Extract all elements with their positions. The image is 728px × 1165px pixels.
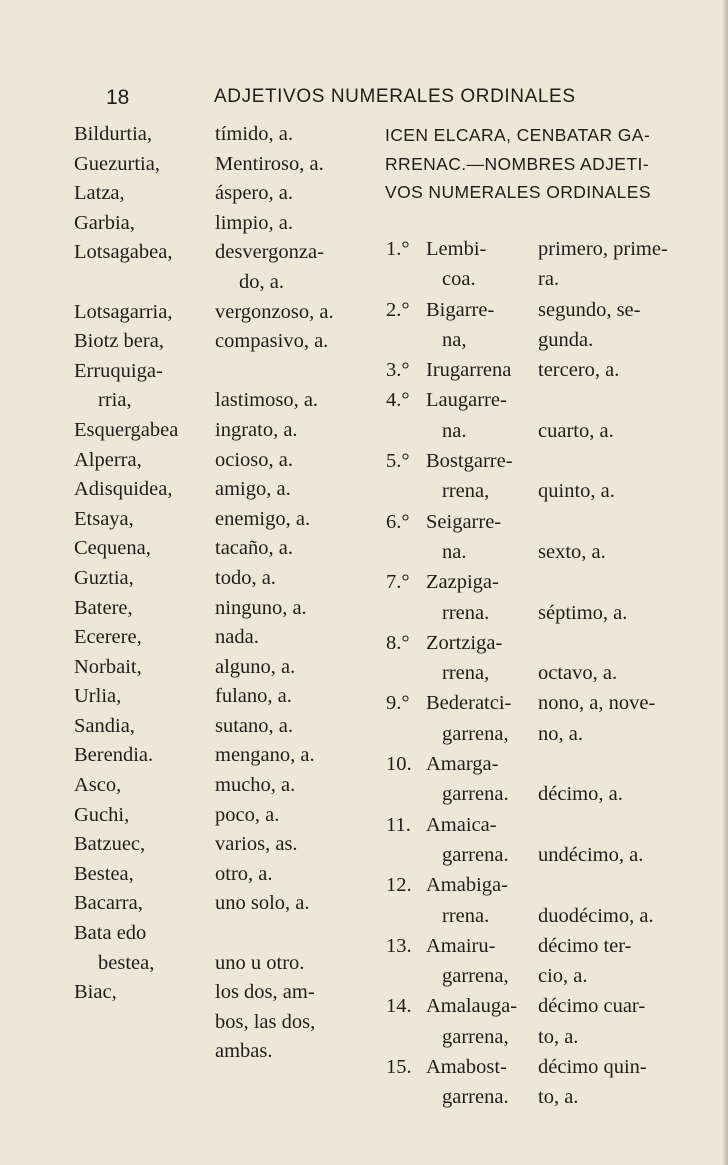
ordinal-basque-line: rrena. (442, 904, 490, 927)
ordinal-basque-line: Laugarre- (426, 389, 507, 412)
basque-word: Esquergabea (74, 418, 179, 441)
basque-word: Etsaya, (74, 507, 134, 530)
ordinal-basque-line: garrena. (442, 843, 509, 866)
ordinal-spanish-line: décimo, a. (538, 783, 623, 806)
basque-word: Lotsagabea, (74, 241, 173, 264)
basque-word: Adisquidea, (74, 478, 173, 501)
ordinal-spanish (538, 1052, 647, 1113)
ordinal-spanish-line: décimo ter- (538, 934, 632, 957)
basque-word: Guezurtia, (74, 152, 160, 175)
ordinal-entry (386, 628, 716, 689)
ordinal-spanish-line (538, 385, 614, 415)
spanish-meaning: varios, as. (215, 833, 298, 856)
heading-line: ICEN ELCARA, CENBATAR GA- (385, 125, 651, 145)
spanish-meaning: ocioso, a. (215, 448, 293, 471)
basque-word: Norbait, (74, 655, 142, 678)
basque-word: Guztia, (74, 566, 134, 589)
spanish-meaning: ingrato, a. (215, 418, 298, 441)
spanish-meaning: do, a. (239, 270, 284, 293)
page-header (0, 86, 728, 116)
spanish-meaning: alguno, a. (215, 655, 296, 678)
basque-word (74, 1008, 224, 1038)
ordinal-basque-line: Amairu- (426, 934, 496, 957)
basque-word: Ecerere, (74, 626, 142, 649)
spanish-meaning: los dos, am- (215, 981, 315, 1004)
basque-word: Batzuec, (74, 833, 146, 856)
basque-word: bestea, (98, 951, 155, 974)
ordinal-basque-line: Amabiga- (426, 874, 508, 897)
ordinal-spanish (538, 628, 617, 689)
ordinal-number: 3.° (386, 359, 410, 382)
spanish-meaning: ninguno, a. (215, 596, 307, 619)
ordinal-basque-line: na. (442, 540, 467, 563)
ordinal-spanish (538, 234, 668, 295)
ordinal-spanish-line: segundo, se- (538, 298, 641, 321)
ordinal-basque-line: garrena. (442, 783, 509, 806)
basque-word: Batere, (74, 596, 133, 619)
ordinal-spanish-line (538, 749, 623, 779)
page-number: 18 (106, 86, 130, 109)
ordinal-spanish-line (538, 567, 627, 597)
spanish-meaning: poco, a. (215, 803, 280, 826)
ordinal-spanish-line: primero, prime- (538, 238, 668, 260)
ordinal-number: 1.° (386, 238, 410, 260)
basque-word: Berendia. (74, 744, 154, 767)
spanish-meaning: mucho, a. (215, 774, 296, 797)
spanish-meaning (215, 919, 385, 949)
ordinal-spanish-line: cio, a. (538, 965, 588, 988)
ordinal-number: 7.° (386, 571, 410, 594)
ordinal-spanish-line: octavo, a. (538, 662, 618, 685)
ordinal-spanish (538, 567, 627, 628)
ordinal-spanish-line: sexto, a. (538, 540, 606, 563)
heading-line: VOS NUMERALES ORDINALES (385, 182, 651, 202)
ordinal-entry (386, 234, 716, 295)
ordinal-number: 11. (386, 813, 411, 836)
ordinal-basque-line: Amaica- (426, 813, 497, 836)
left-column-basque (74, 120, 224, 1067)
ordinal-number: 14. (386, 995, 412, 1018)
ordinal-spanish-line (538, 870, 654, 900)
ordinal-basque-line: Irugarrena (426, 359, 512, 382)
basque-word: Sandia, (74, 714, 135, 737)
basque-word: Garbia, (74, 211, 135, 234)
spanish-meaning: mengano, a. (215, 744, 315, 767)
ordinal-spanish-line: séptimo, a. (538, 601, 628, 624)
ordinal-spanish (538, 931, 632, 992)
ordinal-basque-line: Bostgarre- (426, 450, 513, 473)
spanish-meaning: otro, a. (215, 862, 273, 885)
ordinal-number: 10. (386, 753, 412, 776)
ordinal-basque-line: coa. (442, 268, 476, 291)
basque-word: Latza, (74, 182, 125, 205)
ordinal-basque-line: Amarga- (426, 753, 499, 776)
ordinal-basque-line: Zortziga- (426, 631, 503, 654)
spanish-meaning: bos, las dos, (215, 1010, 316, 1033)
basque-word: Asco, (74, 774, 122, 797)
ordinal-spanish (538, 295, 640, 356)
ordinal-spanish-line (538, 810, 643, 840)
spanish-meaning: ambas. (215, 1040, 273, 1063)
ordinal-spanish-line: no, a. (538, 722, 583, 745)
ordinal-number: 9.° (386, 692, 410, 715)
ordinal-spanish (538, 446, 615, 507)
basque-word: Bildurtia, (74, 123, 153, 145)
ordinal-spanish-line: décimo quin- (538, 1056, 647, 1079)
ordinal-entry (386, 295, 716, 356)
ordinal-basque-line: Zazpiga- (426, 571, 499, 594)
spanish-meaning: uno solo, a. (215, 892, 310, 915)
ordinal-entry (386, 1052, 716, 1113)
basque-word: Bacarra, (74, 892, 143, 915)
ordinal-spanish (538, 385, 614, 446)
ordinal-spanish (538, 870, 654, 931)
ordinal-basque-line: na, (442, 328, 467, 351)
basque-word: Urlia, (74, 685, 122, 708)
ordinal-entry (386, 385, 716, 446)
ordinal-entry (386, 355, 716, 385)
running-title: ADJETIVOS NUMERALES ORDINALES (214, 86, 576, 107)
ordinal-spanish (538, 749, 623, 810)
ordinal-spanish-line: quinto, a. (538, 480, 615, 503)
ordinal-number: 8.° (386, 631, 410, 654)
ordinal-number: 2.° (386, 298, 410, 321)
spanish-meaning: desvergonza- (215, 241, 324, 264)
ordinal-basque-line: garrena, (442, 965, 509, 988)
ordinal-basque-line: na. (442, 419, 467, 442)
basque-word: Bestea, (74, 862, 134, 885)
ordinal-entry (386, 507, 716, 568)
basque-word: Guchi, (74, 803, 130, 826)
ordinal-basque-line: Lembi- (426, 238, 487, 260)
basque-word: Biotz bera, (74, 330, 164, 353)
page-edge (722, 0, 728, 1165)
ordinal-basque-line: Amabost- (426, 1056, 507, 1079)
ordinal-basque-line: garrena, (442, 722, 509, 745)
ordinal-spanish-line: gunda. (538, 328, 594, 351)
ordinal-entry (386, 991, 716, 1052)
ordinal-spanish (538, 810, 643, 871)
ordinal-spanish-line: ra. (538, 268, 560, 291)
spanish-meaning: todo, a. (215, 566, 276, 589)
ordinal-spanish-line (538, 507, 606, 537)
ordinal-basque-line: Bigarre- (426, 298, 495, 321)
ordinal-basque-line: Amalauga- (426, 995, 518, 1018)
heading-line: RRENAC.—NOMBRES ADJETI- (385, 153, 649, 174)
spanish-meaning: amigo, a. (215, 478, 291, 501)
ordinal-spanish (538, 507, 606, 568)
spanish-meaning (215, 357, 385, 387)
basque-word (74, 268, 224, 298)
spanish-meaning: limpio, a. (215, 211, 294, 234)
basque-word: Cequena, (74, 537, 151, 560)
ordinal-basque-line: garrena. (442, 1086, 509, 1109)
ordinals-table (386, 234, 716, 1113)
ordinal-basque-line: rrena, (442, 480, 490, 503)
ordinal-entry (386, 931, 716, 992)
ordinal-spanish-line: tercero, a. (538, 359, 620, 382)
ordinal-spanish-line (538, 628, 617, 658)
ordinal-spanish (538, 688, 655, 749)
ordinal-spanish-line: to, a. (538, 1025, 579, 1048)
basque-word: rria, (98, 389, 132, 412)
ordinal-basque-line: Bederatci- (426, 692, 512, 715)
ordinal-spanish (538, 355, 619, 385)
spanish-meaning: compasivo, a. (215, 330, 329, 353)
spanish-meaning: áspero, a. (215, 182, 293, 205)
ordinal-number: 12. (386, 874, 412, 897)
basque-word: Erruquiga- (74, 359, 163, 382)
ordinal-number: 4.° (386, 389, 410, 412)
ordinal-spanish-line: undécimo, a. (538, 843, 644, 866)
spanish-meaning: nada. (215, 626, 259, 649)
left-column-spanish (215, 120, 385, 1067)
ordinal-number: 5.° (386, 450, 410, 473)
basque-word (74, 1037, 224, 1067)
spanish-meaning: Mentiroso, a. (215, 152, 324, 175)
spanish-meaning: fulano, a. (215, 685, 292, 708)
ordinal-spanish-line: cuarto, a. (538, 419, 614, 442)
basque-word: Biac, (74, 981, 117, 1004)
ordinal-entry (386, 446, 716, 507)
spanish-meaning: uno u otro. (215, 951, 305, 974)
ordinal-basque-line: rrena, (442, 662, 490, 685)
spanish-meaning: lastimoso, a. (215, 389, 319, 412)
ordinal-entry (386, 749, 716, 810)
ordinal-spanish-line: to, a. (538, 1086, 579, 1109)
ordinal-spanish-line (538, 446, 615, 476)
ordinal-spanish (538, 991, 645, 1052)
spanish-meaning: tacaño, a. (215, 537, 293, 560)
spanish-meaning: vergonzoso, a. (215, 300, 334, 323)
basque-word: Bata edo (74, 922, 147, 945)
ordinal-basque-line: garrena, (442, 1025, 509, 1048)
basque-word: Alperra, (74, 448, 142, 471)
ordinal-entry (386, 810, 716, 871)
basque-word: Lotsagarria, (74, 300, 173, 323)
ordinal-basque-line: rrena. (442, 601, 490, 624)
ordinal-number: 15. (386, 1056, 412, 1079)
spanish-meaning: sutano, a. (215, 714, 293, 737)
ordinal-entry (386, 688, 716, 749)
ordinal-basque-line: Seigarre- (426, 510, 502, 533)
ordinal-entry (386, 870, 716, 931)
ordinal-number: 13. (386, 934, 412, 957)
section-heading (385, 121, 705, 207)
ordinal-number: 6.° (386, 510, 410, 533)
spanish-meaning: enemigo, a. (215, 507, 311, 530)
ordinal-spanish-line: duodécimo, a. (538, 904, 654, 927)
ordinal-entry (386, 567, 716, 628)
spanish-meaning: tímido, a. (215, 123, 294, 145)
ordinal-spanish-line: nono, a, nove- (538, 692, 656, 715)
ordinal-spanish-line: décimo cuar- (538, 995, 646, 1018)
